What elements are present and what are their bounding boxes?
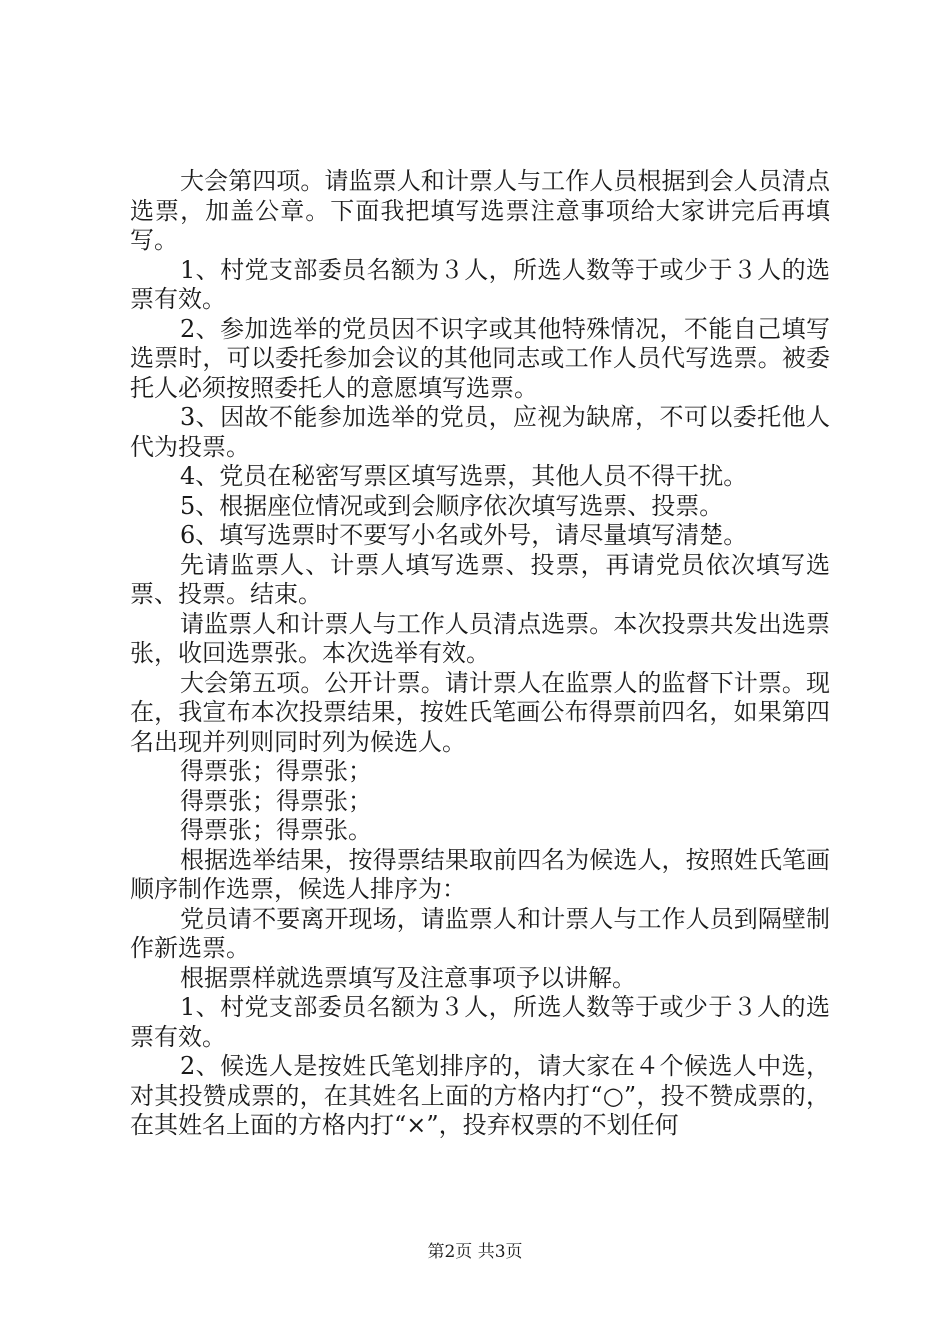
paragraph-6: 5、根据座位情况或到会顺序依次填写选票、投票。 (180, 491, 724, 520)
paragraph-1: 大会第四项。请监票人和计票人与工作人员根据到会人员清点选票，加盖公章。下面我把填写选票注意事项给大家讲完后再填写。 (130, 167, 830, 254)
paragraph-9: 请监票人和计票人与工作人员清点选票。本次投票共发出选票张，收回选票张。本次选举有效。 (130, 609, 830, 667)
paragraph-18: 2、候选人是按姓氏笔划排序的，请大家在４个候选人中选，对其投赞成票的，在其姓名上面的方格内打“○”，投不赞成票的，在其姓名上面的方格内打“×”，投弃权票的不划任何 (130, 1052, 830, 1139)
paragraph-10: 大会第五项。公开计票。请计票人在监票人的监督下计票。现在，我宣布本次投票结果，按姓氏笔画公布得票前四名，如果第四名出现并列则同时列为候选人。 (130, 668, 830, 756)
paragraph-5: 4、党员在秘密写票区填写选票，其他人员不得干扰。 (180, 462, 748, 490)
paragraph-12: 得票张；得票张； (180, 786, 372, 815)
paragraph-2: 1、村党支部委员名额为３人，所选人数等于或少于３人的选票有效。 (130, 255, 830, 313)
paragraph-15: 党员请不要离开现场，请监票人和计票人与工作人员到隔壁制作新选票。 (130, 904, 830, 962)
paragraph-7: 6、填写选票时不要写小名或外号，请尽量填写清楚。 (180, 521, 748, 549)
paragraph-4: 3、因故不能参加选举的党员，应视为缺席，不可以委托他人代为投票。 (130, 403, 830, 461)
paragraph-13: 得票张；得票张。 (180, 816, 372, 844)
paragraph-16: 根据票样就选票填写及注意事项予以讲解。 (180, 963, 636, 992)
paragraph-3: 2、参加选举的党员因不识字或其他特殊情况，不能自己填写选票时，可以委托参加会议的其他同志或工作人员代写选票。被委托人必须按照委托人的意愿填写选票。 (130, 314, 830, 402)
page-footer: 第2页 共3页 (427, 1242, 523, 1262)
document-body (130, 167, 830, 1141)
paragraph-8: 先请监票人、计票人填写选票、投票，再请党员依次填写选票、投票。结束。 (130, 550, 830, 608)
paragraph-11: 得票张；得票张； (180, 757, 372, 785)
paragraph-17: 1、村党支部委员名额为３人，所选人数等于或少于３人的选票有效。 (130, 993, 830, 1051)
paragraph-14: 根据选举结果，按得票结果取前四名为候选人，按照姓氏笔画顺序制作选票，候选人排序为： (130, 845, 830, 903)
